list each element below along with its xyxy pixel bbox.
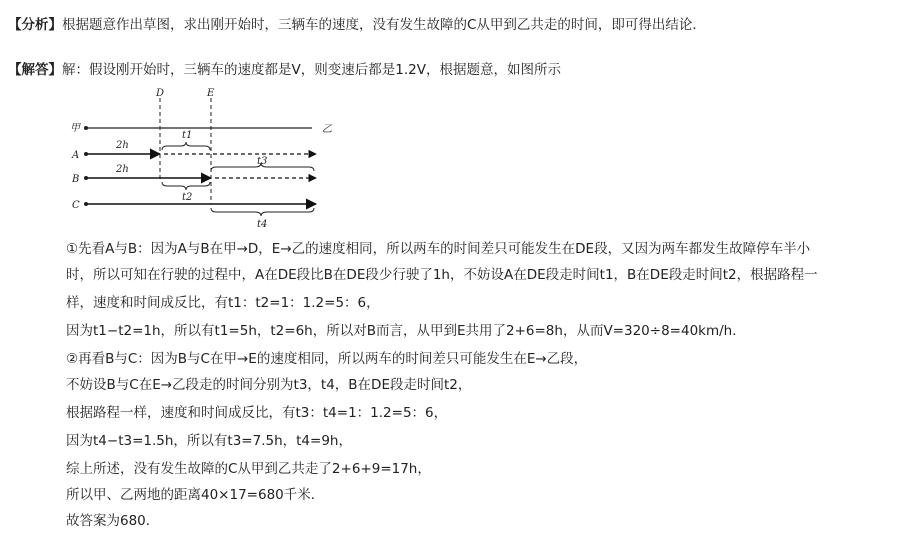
solution-line: ②再看B与C：因为B与C在甲→E的速度相同，所以两车的时间差只可能发生在E→乙段， <box>66 351 588 367</box>
solution-line: 时，所以可知在行驶的过程中，A在DE段比B在DE段少行驶了1h，不妨设A在DE段走时间t1，B在DE段走时间t2，根据路程一 <box>66 267 818 283</box>
label-d: D <box>156 88 165 99</box>
label-2h-a: 2h <box>116 140 129 151</box>
analysis-tag: 【分析】 <box>8 17 62 33</box>
brace-t4 <box>211 208 314 216</box>
label-a: A <box>72 150 80 161</box>
label-t4: t4 <box>257 219 268 230</box>
solution-line: 所以甲、乙两地的距离40×17=680千米． <box>66 487 325 503</box>
solution-line: 因为t4−t3=1.5h，所以有t3=7.5h，t4=9h， <box>66 433 352 449</box>
motion-diagram-svg <box>60 84 360 234</box>
label-yi: 乙 <box>322 124 332 135</box>
solution-line: 因为t1−t2=1h，所以有t1=5h，t2=6h，所以对B而言，从甲到E共用了2+6=8h，从而V=320÷8=40km/h． <box>66 323 746 339</box>
label-jia: 甲 <box>70 123 80 134</box>
label-e: E <box>207 88 215 99</box>
label-c: C <box>72 200 80 211</box>
brace-t2 <box>162 182 210 190</box>
solution-line: 综上所述，没有发生故障的C从甲到乙共走了2+6+9=17h， <box>66 461 431 477</box>
label-b: B <box>72 174 80 185</box>
answer-intro: 解：假设刚开始时，三辆车的速度都是V，则变速后都是1.2V，根据题意，如图所示 <box>62 62 561 78</box>
label-t3: t3 <box>257 156 268 167</box>
brace-t1 <box>162 142 210 150</box>
answer-tag: 【解答】 <box>8 62 62 78</box>
analysis-text: 根据题意作出草图，求出刚开始时，三辆车的速度，没有发生故障的C从甲到乙共走的时间，即可得出结论． <box>62 17 706 33</box>
solution-line: 根据路程一样，速度和时间成反比，有t3：t4=1：1.2=5：6， <box>66 405 448 421</box>
solution-line: 不妨设B与C在E→乙段走的时间分别为t3，t4，B在DE段走时间t2， <box>66 377 472 393</box>
label-t1: t1 <box>182 130 193 141</box>
motion-diagram <box>60 84 360 234</box>
solution-line: ①先看A与B：因为A与B在甲→D，E→乙的速度相同，所以两车的时间差只可能发生在DE段，又因为两车都发生故障停车半小 <box>66 241 811 257</box>
label-t2: t2 <box>182 192 193 203</box>
label-2h-b: 2h <box>116 164 129 175</box>
analysis-paragraph <box>8 16 706 34</box>
answer-paragraph <box>8 61 561 79</box>
final-answer-line: 故答案为680． <box>66 513 160 529</box>
solution-line: 样，速度和时间成反比，有t1：t2=1：1.2=5：6， <box>66 295 380 311</box>
